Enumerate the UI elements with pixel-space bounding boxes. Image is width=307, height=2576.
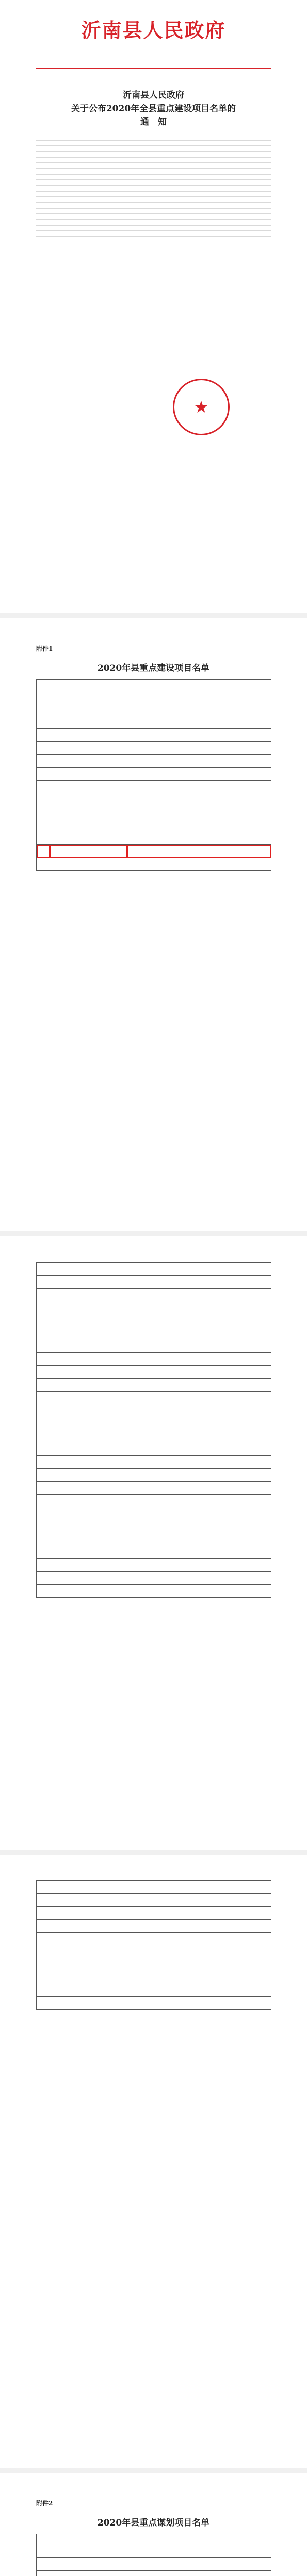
table-cell <box>50 1263 127 1276</box>
table-cell <box>50 1340 127 1353</box>
notice-body-illegible <box>36 135 271 242</box>
table-cell <box>50 1443 127 1456</box>
table-cell <box>127 819 271 832</box>
table-row <box>37 1559 271 1572</box>
table-header-row <box>37 2534 271 2545</box>
table-cell <box>50 768 127 781</box>
table-cell <box>37 1276 50 1289</box>
table-cell <box>127 1958 271 1971</box>
table-cell <box>50 793 127 806</box>
table-cell <box>127 1289 271 1301</box>
table-cell <box>127 2545 271 2558</box>
table-cell <box>37 729 50 742</box>
table-row <box>37 1997 271 2010</box>
table-cell <box>127 1430 271 1443</box>
table-row <box>37 1276 271 1289</box>
table-cell <box>127 1894 271 1907</box>
table-cell <box>37 1907 50 1920</box>
notice-subtitle: 通 知 <box>140 117 167 127</box>
table-row <box>37 1379 271 1392</box>
table-cell <box>127 716 271 729</box>
table-row <box>37 1520 271 1533</box>
table-cell <box>50 680 127 690</box>
table-cell <box>50 806 127 819</box>
table-cell <box>127 755 271 768</box>
table-row <box>37 1971 271 1984</box>
table-cell <box>37 781 50 793</box>
table-cell <box>37 1417 50 1430</box>
annex1-label: 附件1 <box>36 645 53 652</box>
table-row <box>37 1430 271 1443</box>
table-cell <box>37 2571 50 2576</box>
notice-title: 关于公布2020年全县重点建设项目名单的 <box>71 104 236 114</box>
table-cell <box>127 1933 271 1945</box>
official-seal-icon <box>173 379 230 435</box>
table-cell <box>127 1495 271 1507</box>
table-row <box>37 806 271 819</box>
table-cell <box>37 1933 50 1945</box>
table-cell <box>127 1276 271 1289</box>
table-cell <box>127 1482 271 1495</box>
table-row <box>37 1572 271 1585</box>
table-cell <box>127 2571 271 2576</box>
table-cell <box>127 1984 271 1997</box>
table-row <box>37 2545 271 2558</box>
table-row <box>37 1881 271 1894</box>
table-row <box>37 1495 271 1507</box>
table-cell <box>50 819 127 832</box>
table-cell <box>127 1997 271 2010</box>
table-cell <box>37 1469 50 1482</box>
table-cell <box>37 1945 50 1958</box>
table-cell <box>127 2534 271 2545</box>
table-cell <box>127 793 271 806</box>
table-cell <box>127 768 271 781</box>
table-cell <box>37 1327 50 1340</box>
table-row <box>37 1507 271 1520</box>
table-cell <box>37 716 50 729</box>
table-row <box>37 1340 271 1353</box>
letterhead-rule <box>36 68 271 69</box>
table-cell <box>50 1276 127 1289</box>
table-cell <box>127 1366 271 1379</box>
table-cell <box>37 742 50 755</box>
table-row <box>37 1392 271 1404</box>
table-cell <box>127 1340 271 1353</box>
table-cell <box>37 1572 50 1585</box>
table-cell <box>37 806 50 819</box>
table-cell <box>37 832 50 845</box>
table-cell <box>127 1881 271 1894</box>
table-cell <box>37 1289 50 1301</box>
notice-title-block <box>0 89 307 129</box>
table-cell <box>50 1289 127 1301</box>
table-cell <box>37 690 50 703</box>
table-cell <box>37 1340 50 1353</box>
table-cell <box>127 1469 271 1482</box>
table-cell <box>50 781 127 793</box>
table-cell <box>50 1507 127 1520</box>
table-cell <box>127 1971 271 1984</box>
table-cell <box>50 1430 127 1443</box>
table-cell <box>37 1443 50 1456</box>
table-cell <box>127 729 271 742</box>
table-cell <box>127 1417 271 1430</box>
table-cell <box>50 690 127 703</box>
table-cell <box>50 1495 127 1507</box>
table-cell <box>50 1327 127 1340</box>
table-cell <box>50 2534 127 2545</box>
table-cell <box>50 1533 127 1546</box>
annex2-table <box>36 2534 271 2576</box>
table-cell <box>50 716 127 729</box>
table-row <box>37 716 271 729</box>
table-cell <box>50 1907 127 1920</box>
table-cell <box>50 1353 127 1366</box>
table-cell <box>127 806 271 819</box>
table-cell <box>127 1546 271 1559</box>
table-row <box>37 2558 271 2571</box>
table-cell <box>50 1933 127 1945</box>
table-cell <box>50 1971 127 1984</box>
table-cell <box>37 1546 50 1559</box>
table-cell <box>37 858 50 871</box>
table-cell <box>37 703 50 716</box>
table-cell <box>37 1482 50 1495</box>
table-cell <box>127 703 271 716</box>
table-cell <box>50 832 127 845</box>
table-cell <box>127 1920 271 1933</box>
table-cell <box>50 1366 127 1379</box>
table-cell <box>37 1392 50 1404</box>
table-row <box>37 1920 271 1933</box>
table-cell <box>37 1366 50 1379</box>
table-cell <box>127 1533 271 1546</box>
annex1-table-part2 <box>36 1262 271 1598</box>
table-cell <box>50 1920 127 1933</box>
table-cell <box>37 1353 50 1366</box>
table-cell <box>50 2545 127 2558</box>
table-row <box>37 1263 271 1276</box>
table-cell <box>50 1894 127 1907</box>
table-cell <box>50 1469 127 1482</box>
table-cell <box>50 1392 127 1404</box>
table-cell <box>127 1443 271 1456</box>
table-cell <box>50 1546 127 1559</box>
table-row <box>37 1327 271 1340</box>
table-row <box>37 1933 271 1945</box>
page-annex1-b <box>0 1236 307 1850</box>
table-cell <box>37 1533 50 1546</box>
table-cell <box>127 1945 271 1958</box>
table-cell <box>127 1572 271 1585</box>
page-annex2 <box>0 2473 307 2576</box>
page-annex1-c <box>0 1855 307 2468</box>
table-row <box>37 1482 271 1495</box>
annex2-label: 附件2 <box>36 2500 53 2507</box>
table-row <box>37 1945 271 1958</box>
table-cell <box>127 1301 271 1314</box>
table-cell <box>50 858 127 871</box>
table-cell <box>50 1417 127 1430</box>
table-cell <box>37 1404 50 1417</box>
table-cell <box>37 2545 50 2558</box>
table-cell <box>37 768 50 781</box>
table-cell <box>50 729 127 742</box>
table-row <box>37 1289 271 1301</box>
notice-issuer: 沂南县人民政府 <box>123 90 184 100</box>
page-annex1-a <box>0 618 307 1231</box>
table-cell <box>127 2558 271 2571</box>
table-cell <box>37 2534 50 2545</box>
table-row <box>37 703 271 716</box>
table-row <box>37 1907 271 1920</box>
table-row <box>37 2571 271 2576</box>
seal-star-icon: ★ <box>193 397 209 417</box>
table-cell <box>127 1585 271 1598</box>
letterhead-title: 沂南县人民政府 <box>81 19 226 42</box>
table-row <box>37 768 271 781</box>
table-row <box>37 1958 271 1971</box>
table-row <box>37 1314 271 1327</box>
table-cell <box>50 1482 127 1495</box>
table-row <box>37 793 271 806</box>
annex2-title: 2020年县重点谋划项目名单 <box>97 2518 210 2528</box>
table-row <box>37 1443 271 1456</box>
table-cell <box>127 845 271 858</box>
table-cell <box>37 1520 50 1533</box>
table-row <box>37 755 271 768</box>
table-row <box>37 1353 271 1366</box>
table-cell <box>127 781 271 793</box>
table-cell <box>50 1585 127 1598</box>
table-cell <box>127 1520 271 1533</box>
table-cell <box>127 1559 271 1572</box>
table-cell <box>50 1945 127 1958</box>
table-cell <box>37 1984 50 1997</box>
table-cell <box>37 1456 50 1469</box>
table-cell <box>50 1456 127 1469</box>
table-cell <box>127 1327 271 1340</box>
table-cell <box>127 680 271 690</box>
table-row <box>37 1404 271 1417</box>
table-row <box>37 1984 271 1997</box>
table-cell <box>127 832 271 845</box>
table-cell <box>127 858 271 871</box>
table-cell <box>37 1263 50 1276</box>
table-cell <box>50 1379 127 1392</box>
table-cell <box>127 690 271 703</box>
table-cell <box>37 1314 50 1327</box>
table-row <box>37 781 271 793</box>
table-cell <box>127 1379 271 1392</box>
table-cell <box>37 793 50 806</box>
annex1-table-part1 <box>36 679 271 871</box>
table-cell <box>50 2558 127 2571</box>
table-cell <box>37 680 50 690</box>
table-cell <box>50 755 127 768</box>
table-cell <box>50 2571 127 2576</box>
table-cell <box>50 1404 127 1417</box>
table-row <box>37 690 271 703</box>
annex1-table-part3 <box>36 1880 271 2010</box>
table-cell <box>50 1984 127 1997</box>
table-cell <box>127 1314 271 1327</box>
table-cell <box>37 1301 50 1314</box>
table-cell <box>50 1997 127 2010</box>
table-header-row <box>37 680 271 690</box>
table-cell <box>50 1881 127 1894</box>
table-cell <box>37 845 50 858</box>
table-row <box>37 1533 271 1546</box>
table-cell <box>50 1314 127 1327</box>
table-cell <box>37 1958 50 1971</box>
table-row-highlighted <box>37 845 271 858</box>
table-cell <box>127 1392 271 1404</box>
table-cell <box>127 1507 271 1520</box>
table-cell <box>127 1404 271 1417</box>
table-cell <box>127 1907 271 1920</box>
table-cell <box>37 1559 50 1572</box>
table-cell <box>37 1495 50 1507</box>
table-row <box>37 729 271 742</box>
table-cell <box>37 1430 50 1443</box>
table-cell <box>50 1958 127 1971</box>
table-row <box>37 1456 271 1469</box>
table-cell <box>50 742 127 755</box>
table-cell <box>37 1997 50 2010</box>
table-row <box>37 858 271 871</box>
table-cell <box>37 1585 50 1598</box>
table-row <box>37 1301 271 1314</box>
table-cell <box>50 845 127 858</box>
table-cell <box>37 1881 50 1894</box>
table-cell <box>127 1263 271 1276</box>
table-cell <box>127 1353 271 1366</box>
table-cell <box>37 1894 50 1907</box>
table-cell <box>37 1507 50 1520</box>
table-cell <box>50 703 127 716</box>
table-cell <box>127 1456 271 1469</box>
table-cell <box>37 1379 50 1392</box>
table-cell <box>37 755 50 768</box>
table-cell <box>50 1520 127 1533</box>
table-row <box>37 742 271 755</box>
table-cell <box>50 1572 127 1585</box>
table-row <box>37 832 271 845</box>
annex1-title: 2020年县重点建设项目名单 <box>97 663 210 673</box>
table-row <box>37 1585 271 1598</box>
table-row <box>37 1417 271 1430</box>
table-cell <box>37 1920 50 1933</box>
table-cell <box>37 2558 50 2571</box>
table-cell <box>50 1559 127 1572</box>
table-cell <box>50 1301 127 1314</box>
page-notice <box>0 0 307 613</box>
table-row <box>37 1366 271 1379</box>
table-row <box>37 1546 271 1559</box>
table-cell <box>37 819 50 832</box>
table-row <box>37 1894 271 1907</box>
table-row <box>37 819 271 832</box>
table-cell <box>127 742 271 755</box>
table-row <box>37 1469 271 1482</box>
table-cell <box>37 1971 50 1984</box>
